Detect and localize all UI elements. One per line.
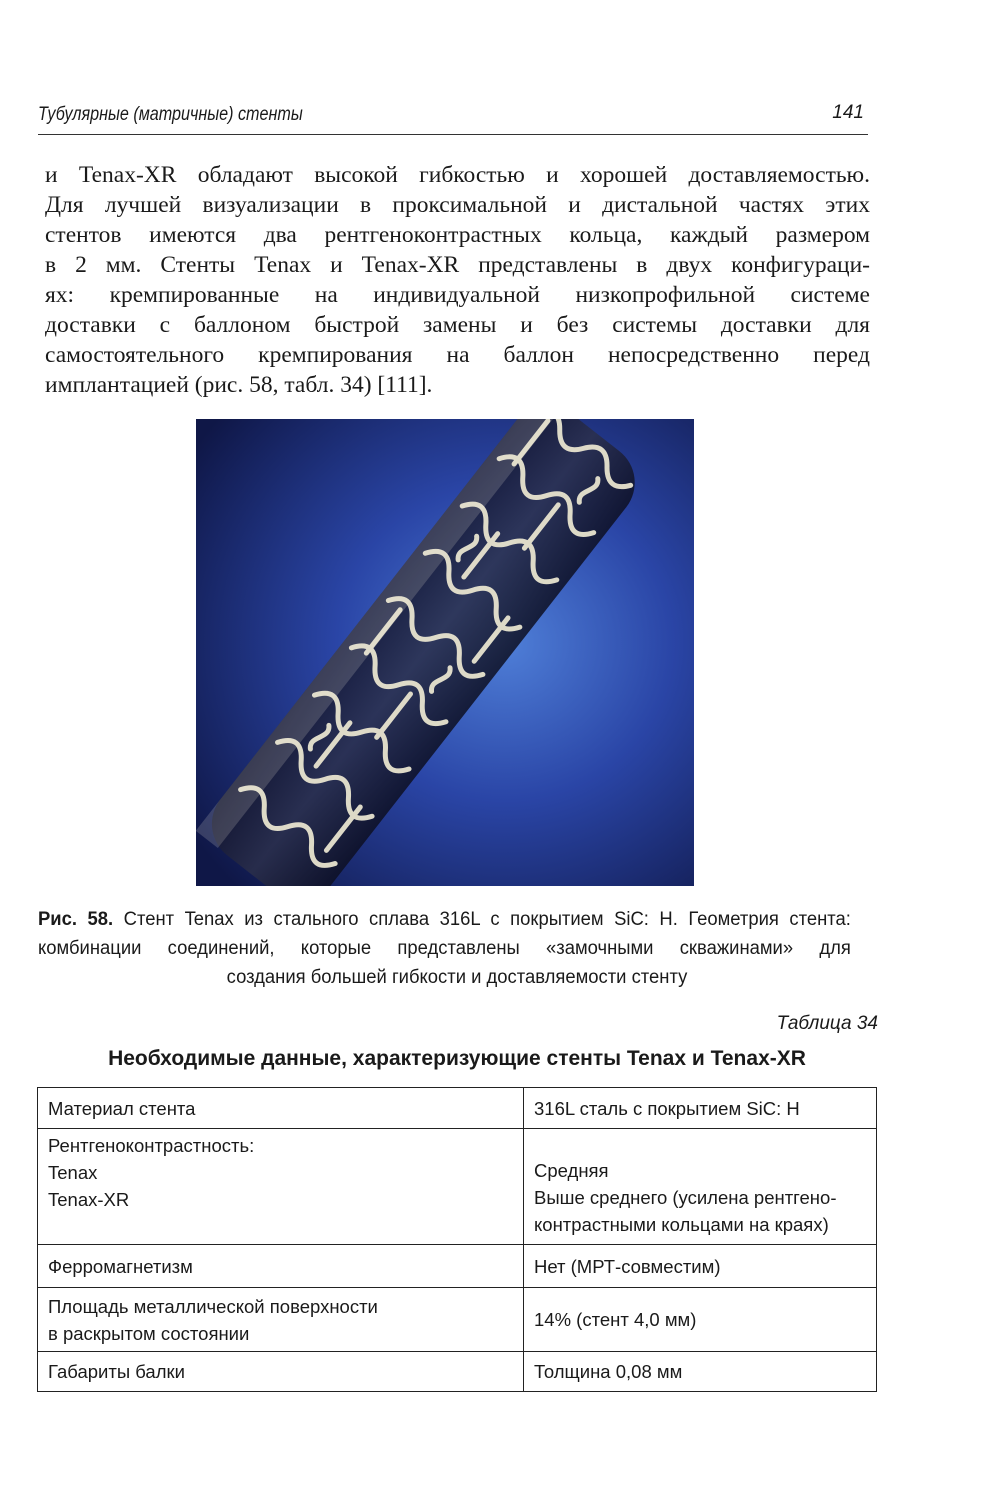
body-line: ях: кремпированные на индивидуальной низкопрофильной системе bbox=[45, 282, 870, 308]
table-cell-param: Рентгеноконтрастность: Tenax Tenax-XR bbox=[38, 1129, 524, 1245]
caption-line bbox=[38, 905, 851, 934]
table-cell-value: Нет (МРТ-совместим) bbox=[524, 1245, 877, 1288]
figure-label: Рис. 58. bbox=[38, 909, 114, 930]
specs-table bbox=[37, 1087, 877, 1392]
body-line: в 2 мм. Стенты Tenax и Tenax-XR представлены в двух конфигураци- bbox=[45, 252, 870, 278]
table-cell-param: Материал стента bbox=[38, 1088, 524, 1129]
caption-text: Стент Tenax из стального сплава 316L с покрытием SiC: H. Геометрия стента: bbox=[123, 909, 851, 930]
stent-photo bbox=[196, 419, 694, 886]
table-row bbox=[38, 1129, 877, 1245]
caption-line: комбинации соединений, которые представлены «замочными скважинами» для bbox=[38, 938, 851, 959]
table-row bbox=[38, 1288, 877, 1352]
running-head bbox=[38, 98, 868, 135]
table-number: Таблица 34 bbox=[776, 1013, 878, 1034]
running-head-section-title: Тубулярные (матричные) стенты bbox=[38, 104, 303, 125]
table-cell-value: 316L сталь с покрытием SiC: H bbox=[524, 1088, 877, 1129]
table-title: Необходимые данные, характеризующие стенты Tenax и Tenax-XR bbox=[108, 1047, 806, 1070]
table-row bbox=[38, 1352, 877, 1392]
table-cell-value: Толщина 0,08 мм bbox=[524, 1352, 877, 1392]
table-row bbox=[38, 1245, 877, 1288]
table-cell-param: Ферромагнетизм bbox=[38, 1245, 524, 1288]
body-paragraph bbox=[45, 160, 870, 400]
table-row bbox=[38, 1088, 877, 1129]
body-line: стентов имеются два рентгеноконтрастных кольца, каждый размером bbox=[45, 222, 870, 248]
body-line: имплантацией (рис. 58, табл. 34) [111]. bbox=[45, 372, 433, 398]
page-number: 141 bbox=[832, 102, 864, 123]
table-cell-value: Средняя Выше среднего (усилена рентгено- контрастными кольцами на краях) bbox=[524, 1129, 877, 1245]
body-line: Для лучшей визуализации в проксимальной и дистальной частях этих bbox=[45, 192, 870, 218]
stent-illustration bbox=[196, 419, 694, 886]
table-cell-value: 14% (стент 4,0 мм) bbox=[524, 1288, 877, 1352]
figure-caption bbox=[38, 905, 876, 992]
caption-line: создания большей гибкости и доставляемости стенту bbox=[226, 967, 688, 988]
table-cell-param: Габариты балки bbox=[38, 1352, 524, 1392]
table-cell-param: Площадь металлической поверхности в раскрытом состоянии bbox=[38, 1288, 524, 1352]
body-line: доставки с баллоном быстрой замены и без системы доставки для bbox=[45, 312, 870, 338]
body-line: и Tenax-XR обладают высокой гибкостью и хорошей доставляемостью. bbox=[45, 162, 870, 188]
body-line: самостоятельного кремпирования на баллон непосредственно перед bbox=[45, 342, 870, 368]
